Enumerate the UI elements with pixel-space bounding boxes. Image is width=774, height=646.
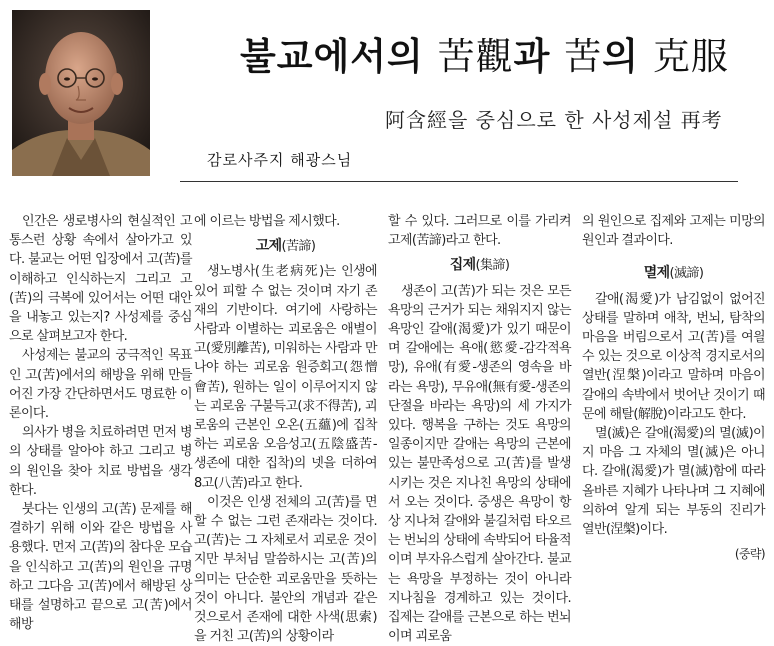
heading-hanja: (集諦) [475,258,510,274]
paragraph: 사성제는 불교의 궁극적인 목표인 고(苦)에서의 해방을 위해 만들어진 가장 간단하면서도 명료한 이론이다. [9,348,192,422]
paragraph: 생노병사(生老病死)는 인생에 있어 피할 수 없는 것이며 자기 존재의 기반이다. 여기에 사랑하는 사람과 이별하는 괴로움은 애별이고(愛別離苦), 미워하는 사람과 만나야 하는 괴로움 원증회고(怨憎會苦), 원하는 일이 이루어지지 않는 괴로움 구불득고(求不得苦), 괴로움의 근본인 오온(五蘊)에 집착하는 괴로움 오음성고(五陰盛苦-생존에 대한 집착)의 넷을 더하여 8고(八苦)라고 한다. [194,264,377,491]
author-byline: 감로사주지 해광스님 [207,151,353,169]
text-column-3 [388,212,571,646]
heading-text: 고제 [255,238,282,255]
section-heading-myeoljae [582,264,765,283]
section-heading-gojae [194,237,377,256]
paragraph: 붓다는 인생의 고(苦) 문제를 해결하기 위해 이와 같은 방법을 사용했다. 먼저 고(苦)의 참다운 모습을 인식하고 고(苦)의 원인을 규명하고 그다음 고(苦)에서 해방된 상태를 설명하고 끝으로 고(苦)에서 해방 [9,502,192,633]
heading-text: 집제 [449,257,476,274]
paragraph: 갈애(渴愛)가 남김없이 없어진 상태를 말하며 애착, 번뇌, 탐착의 마음을 버림으로서 고(苦)를 여읠 수 있는 것으로 이상적 경지로서의 열반(涅槃)이라고 말하며 마음이 갈애의 속박에서 벗어난 것이기 때문에 해탈(解脫)이라고도 한다. [582,291,765,422]
header-divider [180,181,738,182]
paragraph: 할 수 있다. 그러므로 이를 가리켜 고제(苦諦)라고 한다. [388,214,571,249]
paragraph: 의사가 병을 치료하려면 먼저 병의 상태를 알아야 하고 그리고 병의 원인을 찾아 치료 방법을 생각한다. [9,425,192,498]
section-heading-jipjae [388,256,571,275]
heading-text: 멸제 [643,265,670,282]
text-column-1 [9,212,192,634]
title-part-5: 의 [602,35,653,78]
title-part-2: 苦觀 [437,35,514,78]
heading-hanja: (苦諦) [281,239,316,255]
title-part-1: 불교에서의 [240,35,438,78]
paragraph: 생존이 고(苦)가 되는 것은 모든 욕망의 근거가 되는 채워지지 않는 욕망인 갈애(渴愛)가 있기 때문이며 갈애에는 욕애(慾愛-감각적욕망), 유애(有愛-생존의 영속을 바라는 욕망), 무유애(無有愛-생존의 단절을 바라는 욕망)의 세 가지가 있다. 행복을 구하는 것도 욕망의 일종이지만 갈애는 욕망의 근본에 있는 불만족성으로 고(苦)를 발생시키는 것은 지나친 욕망의 상태에서 오는 것이다. 중생은 욕망이 항상 지나쳐 갈애와 불길처럼 타오르는 번뇌의 상태에 속박되어 타율적이며 부자유스럽게 살아간다. 불교는 욕망을 부정하는 것이 아니라 지나침을 경계하고 있는 것이다. 집제는 갈애를 근본으로 하는 번뇌이며 괴로움 [388,283,571,645]
article-subtitle: 阿含經을 중심으로 한 사성제설 再考 [385,108,723,132]
paragraph: 에 이르는 방법을 제시했다. [194,214,340,229]
paragraph: 의 원인으로 집제와 고제는 미망의 원인과 결과이다. [582,214,765,249]
continued-marker: (중략) [734,547,765,562]
text-column-4 [582,212,765,564]
text-column-2 [194,212,377,646]
title-part-4: 苦 [564,35,603,78]
paragraph: 멸(滅)은 갈애(渴愛)의 멸(滅)이지 마음 그 자체의 멸(滅)은 아니다. 갈애(渴愛)가 멸(滅)함에 따라 올바른 지혜가 나타나며 그 지혜에 의하여 알게 되는 부동의 진리가 열반(涅槃)이다. [582,426,765,538]
article-title [240,26,729,80]
paragraph: 이것은 인생 전체의 고(苦)를 면할 수 없는 그런 존재라는 것이다. 고(苦)는 그 자체로서 괴로운 것이지만 부처님 말씀하시는 고(苦)의 의미는 단순한 괴로움만을 뜻하는 것이 아니다. 불안의 개념과 같은 것으로서 존재에 대한 사색(思索)을 거친 고(苦)의 상황이라 [194,494,377,645]
author-photo [12,10,150,176]
title-part-3: 과 [513,35,565,78]
paragraph: 인간은 생로병사의 현실적인 고통스런 상황 속에서 살아가고 있다. 불교는 어떤 입장에서 고(苦)를 이해하고 인식하는지 그리고 고(苦)의 극복에 있어서는 어떤 대안을 내놓고 있는지? 사성제를 중심으로 살펴보고자 한다. [9,214,192,345]
portrait-image [12,10,150,176]
heading-hanja: (滅諦) [669,266,704,282]
title-part-6: 克服 [652,35,729,78]
